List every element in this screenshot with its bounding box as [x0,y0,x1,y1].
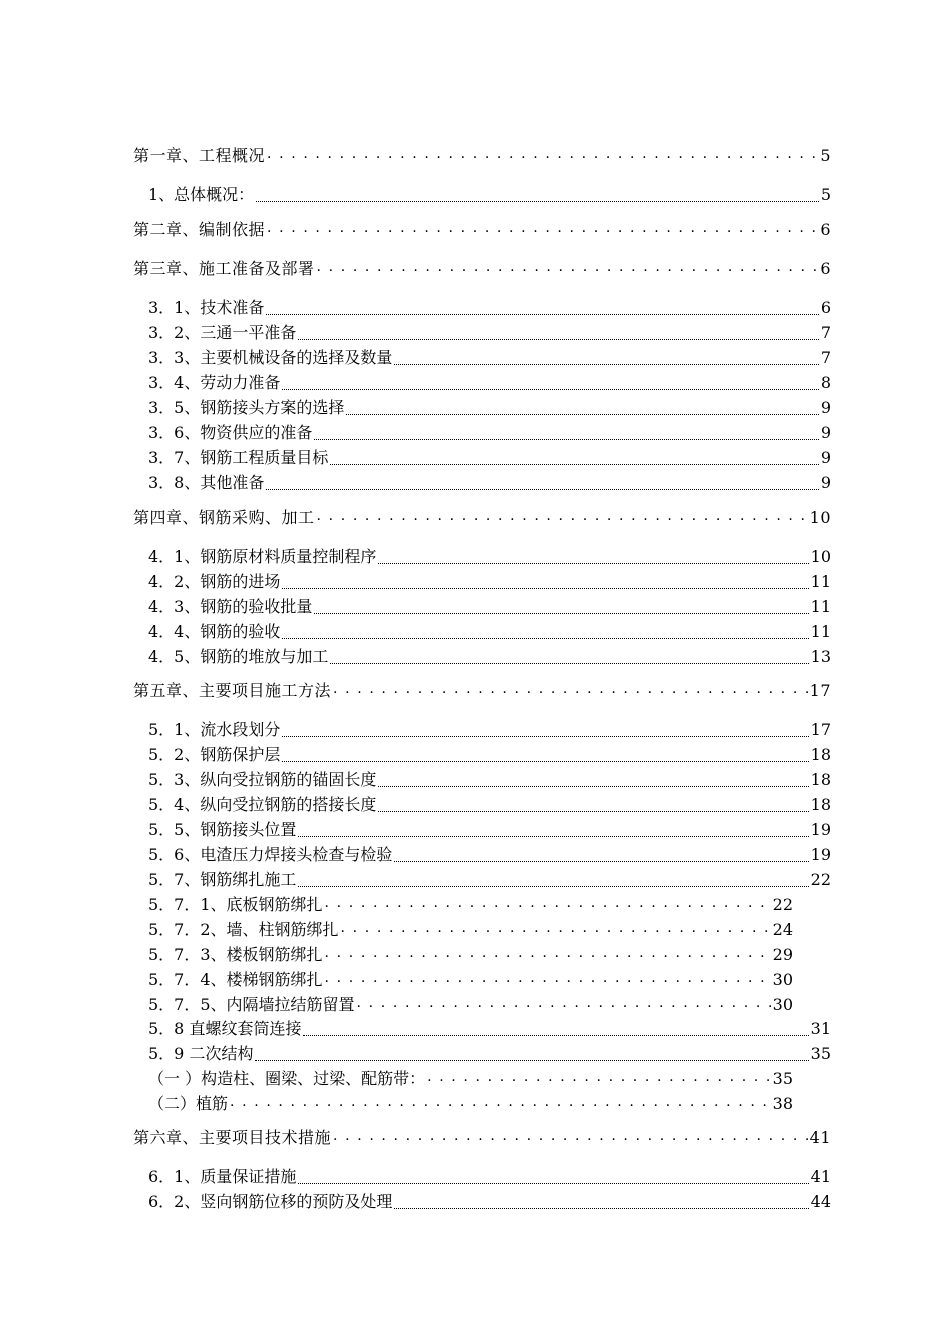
toc-page: 24 [772,920,793,939]
toc-leader [330,661,808,664]
toc-subsection-5-7-2[interactable] [148,919,793,941]
toc-section-1-1[interactable] [148,184,831,206]
toc-title: 4．1、钢筋原材料质量控制程序 [148,547,377,566]
toc-leader [378,561,808,564]
toc-chapter-2[interactable] [133,219,831,241]
toc-page: 19 [810,845,831,864]
toc-page: 18 [810,770,831,789]
toc-leader [282,734,808,737]
toc-title: （一 ）构造柱、圈梁、过梁、配筋带： [148,1069,426,1088]
toc-title: 5．7．1、底板钢筋绑扎 [148,895,323,914]
toc-page: 30 [772,995,793,1014]
toc-chapter-1[interactable] [133,145,831,167]
toc-section-3-7[interactable] [148,447,831,469]
toc-page: 17 [809,681,831,700]
toc-page: 10 [810,547,831,566]
toc-title: 5．7．2、墙、柱钢筋绑扎 [148,920,339,939]
toc-page: 6 [820,298,831,317]
toc-page: 11 [810,572,831,591]
toc-section-5-6[interactable] [148,844,831,866]
toc-subsection-5-7-5[interactable] [148,994,793,1016]
toc-leader [303,1033,808,1036]
toc-title: 3．5、钢筋接头方案的选择 [148,398,345,417]
toc-leader [255,1058,808,1061]
toc-section-3-2[interactable] [148,322,831,344]
toc-chapter-3[interactable] [133,258,831,280]
toc-page: 41 [809,1128,831,1147]
toc-subsection-5-9-2[interactable] [148,1093,793,1115]
toc-section-5-5[interactable] [148,819,831,841]
toc-page: 9 [820,423,831,442]
toc-section-3-5[interactable] [148,397,831,419]
toc-title: 5．8 直螺纹套筒连接 [148,1019,302,1038]
toc-page: 11 [810,622,831,641]
toc-page: 8 [820,373,831,392]
toc-chapter-6[interactable] [133,1127,831,1149]
toc-leader [282,586,808,589]
toc-page: 44 [810,1192,831,1211]
toc-title: 5．3、纵向受拉钢筋的锚固长度 [148,770,377,789]
toc-leader [267,142,818,165]
toc-page: 29 [772,945,793,964]
toc-title: 4．3、钢筋的验收批量 [148,597,313,616]
toc-section-3-4[interactable] [148,372,831,394]
toc-title: 3．8、其他准备 [148,473,265,492]
toc-section-3-8[interactable] [148,472,831,494]
toc-page: 6 [820,259,831,278]
toc-leader [266,312,818,315]
toc-section-5-7[interactable] [148,869,831,891]
toc-title: 第一章、工程概况 [133,146,266,165]
toc-section-4-5[interactable] [148,646,831,668]
toc-leader [282,387,818,390]
toc-title: 5．5、钢筋接头位置 [148,820,297,839]
toc-page: 6 [820,220,831,239]
toc-leader [230,1090,771,1113]
toc-leader [267,216,818,239]
toc-title: 5．2、钢筋保护层 [148,745,281,764]
toc-page: 9 [820,448,831,467]
toc-leader [333,1124,808,1147]
toc-page: 9 [820,398,831,417]
toc-title: 6．1、质量保证措施 [148,1167,297,1186]
toc-leader [298,884,808,887]
toc-title: 第二章、编制依据 [133,220,266,239]
toc-leader [314,437,818,440]
toc-page: 30 [772,970,793,989]
toc-subsection-5-9-1[interactable] [148,1068,793,1090]
toc-leader [325,941,771,964]
toc-leader [341,916,771,939]
toc-leader [325,891,771,914]
toc-section-5-8[interactable] [148,1018,831,1040]
toc-title: 4．5、钢筋的堆放与加工 [148,647,329,666]
toc-title: 4．2、钢筋的进场 [148,572,281,591]
toc-leader [298,834,808,837]
toc-page: 35 [810,1044,831,1063]
toc-page: 17 [810,720,831,739]
toc-page: 18 [810,745,831,764]
toc-leader [256,199,819,202]
toc-page: 18 [810,795,831,814]
toc-title: （二）植筋 [148,1094,229,1113]
toc-title: 第五章、主要项目施工方法 [133,681,332,700]
toc-page: 31 [810,1019,831,1038]
toc-page: 11 [810,597,831,616]
toc-leader [317,255,819,278]
toc-page: 5 [820,185,831,204]
toc-leader [357,991,771,1014]
toc-title: 5．6、电渣压力焊接头检查与检验 [148,845,393,864]
toc-leader [394,1206,808,1209]
toc-leader [298,1181,808,1184]
toc-title: 3．4、劳动力准备 [148,373,281,392]
toc-section-4-2[interactable] [148,571,831,593]
toc-title: 第三章、施工准备及部署 [133,259,315,278]
toc-title: 3．3、主要机械设备的选择及数量 [148,348,393,367]
toc-title: 4．4、钢筋的验收 [148,622,281,641]
toc-leader [282,636,808,639]
toc-page: 35 [772,1069,793,1088]
toc-leader [266,487,818,490]
toc-leader [427,1065,771,1088]
toc-section-5-4[interactable] [148,794,831,816]
toc-page: 10 [809,508,831,527]
toc-title: 第四章、钢筋采购、加工 [133,508,315,527]
toc-title: 5．9 二次结构 [148,1044,254,1063]
toc-title: 6．2、竖向钢筋位移的预防及处理 [148,1192,393,1211]
toc-leader [378,809,808,812]
toc-page: 9 [820,473,831,492]
toc-page: 19 [810,820,831,839]
toc-section-4-1[interactable] [148,546,831,568]
toc-leader [314,611,808,614]
toc-title: 3．6、物资供应的准备 [148,423,313,442]
toc-leader [330,462,818,465]
toc-page: 38 [772,1094,793,1113]
toc-section-5-2[interactable] [148,744,831,766]
toc-title: 5．4、纵向受拉钢筋的搭接长度 [148,795,377,814]
toc-section-3-3[interactable] [148,347,831,369]
toc-subsection-5-7-3[interactable] [148,944,793,966]
toc-leader [317,504,808,527]
toc-title: 3．2、三通一平准备 [148,323,297,342]
toc-leader [394,859,808,862]
toc-section-3-6[interactable] [148,422,831,444]
toc-leader [378,784,808,787]
toc-section-5-1[interactable] [148,719,831,741]
toc-page: 22 [772,895,793,914]
toc-title: 5．7．3、楼板钢筋绑扎 [148,945,323,964]
toc-leader [333,677,808,700]
toc-subsection-5-7-4[interactable] [148,969,793,991]
toc-page: 13 [810,647,831,666]
toc-chapter-4[interactable] [133,507,831,529]
toc-title: 5．7．4、楼梯钢筋绑扎 [148,970,323,989]
toc-section-4-3[interactable] [148,596,831,618]
toc-section-5-9[interactable] [148,1043,831,1065]
toc-section-5-3[interactable] [148,769,831,791]
toc-subsection-5-7-1[interactable] [148,894,793,916]
toc-title: 1、总体概况： [148,185,255,204]
toc-section-6-2[interactable] [148,1191,831,1213]
toc-leader [394,362,818,365]
toc-leader [346,412,818,415]
toc-title: 3．1、技术准备 [148,298,265,317]
toc-title: 5．7、钢筋绑扎施工 [148,870,297,889]
toc-title: 3．7、钢筋工程质量目标 [148,448,329,467]
toc-page: 41 [810,1167,831,1186]
toc-section-4-4[interactable] [148,621,831,643]
toc-chapter-5[interactable] [133,680,831,702]
toc-section-6-1[interactable] [148,1166,831,1188]
toc-page: 7 [820,348,831,367]
toc-leader [325,966,771,989]
toc-leader [282,759,808,762]
toc-title: 5．7．5、内隔墙拉结筋留置 [148,995,355,1014]
toc-title: 5．1、流水段划分 [148,720,281,739]
toc-section-3-1[interactable] [148,297,831,319]
toc-page: 7 [820,323,831,342]
toc-leader [298,337,818,340]
toc-page: 22 [810,870,831,889]
toc-title: 第六章、主要项目技术措施 [133,1128,332,1147]
toc-page: 5 [820,146,831,165]
